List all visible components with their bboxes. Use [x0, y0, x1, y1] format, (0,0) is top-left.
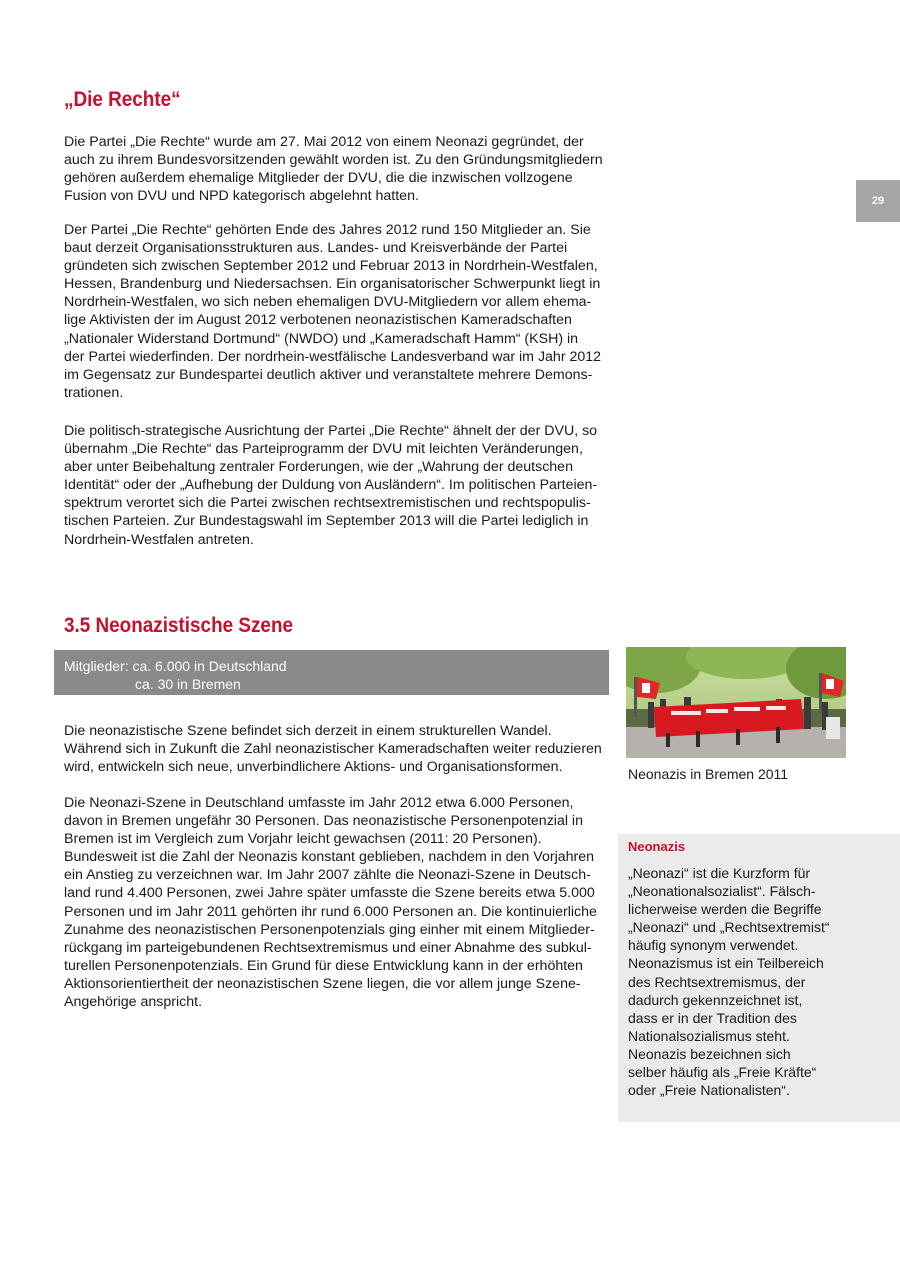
text-line: turellen Personenpotenzials. Ein Grund für diese Entwicklung kann in der erhöhten — [64, 957, 583, 974]
text-line: Die Partei „Die Rechte“ wurde am 27. Mai 2012 von einem Neonazi gegründet, der — [64, 134, 584, 150]
photo-caption: Neonazis in Bremen 2011 — [628, 766, 789, 782]
text-line: häufig synonym verwendet. — [628, 937, 799, 954]
text-line: Angehörige anspricht. — [64, 994, 203, 1011]
section-title-die-rechte: „Die Rechte“ — [64, 88, 181, 111]
text-line: licherweise werden die Begriffe — [628, 901, 822, 918]
members-bremen: ca. 30 in Bremen — [135, 676, 241, 692]
paragraph-rechte-founding — [64, 133, 616, 205]
text-line: Personen und im Jahr 2011 gehörten ihr rund 6.000 Personen an. Die kontinuierliche — [64, 903, 597, 920]
text-line: Nordrhein-Westfalen, wo sich neben ehemaligen DVU-Mitgliedern vor allem ehema- — [64, 294, 592, 311]
text-line: Der Partei „Die Rechte“ gehörten Ende des Jahres 2012 rund 150 Mitglieder an. Sie — [64, 222, 591, 238]
text-line: spektrum verortet sich die Partei zwischen rechtsextremistischen und rechtspopulis- — [64, 495, 591, 512]
section-title-neonazistische-szene: 3.5 Neonazistische Szene — [64, 614, 294, 637]
text-line: baut derzeit Organisationsstrukturen aus. Landes- und Kreisverbände der Partei — [64, 240, 568, 257]
text-line: ein Anstieg zu verzeichnen war. Im Jahr 2007 zählte die Neonazi-Szene in Deutsch- — [64, 867, 591, 884]
text-line: lige Aktivisten der im August 2012 verbotenen neonazistischen Kameradschaften — [64, 312, 572, 329]
text-line: rückgang im parteigebundenen Rechtsextremismus und einer Abnahme des subkul- — [64, 939, 592, 956]
paragraph-neonazi-numbers — [64, 794, 616, 1011]
photo-illustration — [626, 647, 846, 758]
info-box-text — [628, 864, 830, 1099]
text-line: dass er in der Tradition des — [628, 1009, 797, 1026]
text-line: Hessen, Brandenburg und Niedersachsen. Ein organisatorischer Schwerpunkt liegt in — [64, 276, 601, 293]
text-line: selber häufig als „Freie Kräfte“ — [628, 1064, 817, 1081]
members-summary-bar — [54, 650, 609, 695]
text-line: dadurch gekennzeichnet ist, — [628, 991, 803, 1008]
text-line: Die politisch-strategische Ausrichtung der Partei „Die Rechte“ ähnelt der der DVU, so — [64, 423, 598, 439]
demonstration-photo — [626, 647, 846, 758]
text-line: trationen. — [64, 384, 124, 401]
text-line: Bundesweit ist die Zahl der Neonazis konstant geblieben, nachdem in den Vorjahren — [64, 849, 595, 866]
text-line: oder „Freie Nationalisten“. — [628, 1082, 790, 1099]
text-line: im Gegensatz zur Bundespartei deutlich aktiver und veranstaltete mehrere Demons- — [64, 366, 593, 383]
text-line: Aktionsorientiertheit der neonazistischen Szene liegen, die vor allem junge Szene- — [64, 975, 581, 992]
page-number: 29 — [856, 180, 900, 222]
text-line: „Neonazi“ ist die Kurzform für — [628, 865, 811, 881]
text-line: gründeten sich zwischen September 2012 und Februar 2013 in Nordrhein-Westfalen, — [64, 258, 598, 275]
text-line: auch zu ihrem Bundesvorsitzenden gewählt worden ist. Zu den Gründungsmitgliedern — [64, 152, 603, 169]
text-line: „Neonationalsozialist“. Fälsch- — [628, 883, 816, 900]
text-line: übernahm „Die Rechte“ das Parteiprogramm der DVU mit leichten Veränderungen, — [64, 441, 583, 458]
paragraph-rechte-members — [64, 221, 616, 402]
text-line: Neonazismus ist ein Teilbereich — [628, 955, 824, 972]
members-germany: Mitglieder: ca. 6.000 in Deutschland — [64, 658, 287, 674]
info-box-title: Neonazis — [628, 839, 686, 854]
text-line: tischen Parteien. Zur Bundestagswahl im September 2013 will die Partei lediglich in — [64, 513, 589, 530]
text-line: des Rechtsextremismus, der — [628, 973, 806, 990]
text-line: der Partei wiederfinden. Der nordrhein-westfälische Landesverband war im Jahr 2012 — [64, 348, 602, 365]
text-line: „Neonazi“ und „Rechtsextremist“ — [628, 919, 830, 936]
text-line: Während sich in Zukunft die Zahl neonazistischer Kameradschaften weiter reduzieren — [64, 741, 602, 758]
text-line: wird, entwickeln sich neue, unverbindlichere Aktions- und Organisationsformen. — [64, 759, 563, 776]
text-line: Identität“ oder der „Aufhebung der Duldung von Ausländern“. Im politischen Parteien- — [64, 477, 598, 494]
text-line: Die neonazistische Szene befindet sich derzeit in einem strukturellen Wandel. — [64, 723, 552, 739]
text-line: davon in Bremen ungefähr 30 Personen. Das neonazistische Personenpotenzial in — [64, 813, 583, 830]
text-line: Nationalsozialismus steht. — [628, 1027, 790, 1044]
info-box-neonazis — [618, 834, 900, 1122]
text-line: Zunahme des neonazistischen Personenpotenzials ging einher mit einem Mitglieder- — [64, 921, 595, 938]
paragraph-neonazi-change — [64, 722, 616, 776]
text-line: Die Neonazi-Szene in Deutschland umfasste im Jahr 2012 etwa 6.000 Personen, — [64, 795, 574, 811]
text-line: aber unter Beibehaltung zentraler Forderungen, wie der „Wahrung der deutschen — [64, 459, 573, 476]
text-line: Nordrhein-Westfalen antreten. — [64, 531, 254, 548]
text-line: land rund 4.400 Personen, zwei Jahre später umfasste die Szene bereits etwa 5.000 — [64, 885, 595, 902]
text-line: „Nationaler Widerstand Dortmund“ (NWDO) und „Kameradschaft Hamm“ (KSH) in — [64, 330, 579, 347]
text-line: Bremen ist im Vergleich zum Vorjahr leicht gewachsen (2011: 20 Personen). — [64, 831, 542, 848]
paragraph-rechte-strategy — [64, 422, 616, 549]
text-line: gehören außerdem ehemalige Mitglieder der DVU, die die inzwischen vollzogene — [64, 170, 573, 187]
text-line: Neonazis bezeichnen sich — [628, 1045, 791, 1062]
text-line: Fusion von DVU und NPD kategorisch abgelehnt hatten. — [64, 188, 419, 205]
